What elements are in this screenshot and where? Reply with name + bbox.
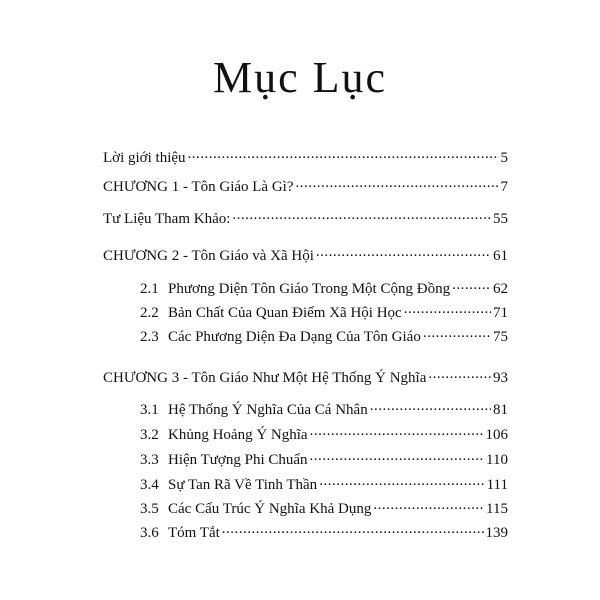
toc-entry-page: 93 xyxy=(493,370,508,386)
dot-leader xyxy=(428,368,491,382)
dot-leader xyxy=(319,475,484,489)
toc-entry-references[interactable] xyxy=(103,209,508,229)
toc-entry-label: Bản Chất Của Quan Điểm Xã Hội Học xyxy=(168,305,402,321)
dot-leader xyxy=(232,209,491,223)
toc-entry-label: CHƯƠNG 2 - Tôn Giáo và Xã Hội xyxy=(103,248,314,264)
toc-entry-page: 110 xyxy=(486,452,508,468)
toc-entry-label: Lời giới thiệu xyxy=(103,150,186,166)
toc-entry-number: 3.2 xyxy=(140,427,159,443)
dot-leader xyxy=(296,177,499,191)
toc-entry-page: 61 xyxy=(493,248,508,264)
toc-entry-number: 2.1 xyxy=(140,281,159,297)
toc-subentry-3-5[interactable] xyxy=(140,499,508,519)
dot-leader xyxy=(423,327,491,341)
toc-entry-number: 3.3 xyxy=(140,452,159,468)
toc-entry-page: 7 xyxy=(500,179,508,195)
toc-entry-chapter-3[interactable] xyxy=(103,368,508,388)
dot-leader xyxy=(310,425,484,439)
toc-entry-page: 81 xyxy=(493,402,508,418)
toc-entry-label: Hệ Thống Ý Nghĩa Của Cá Nhân xyxy=(168,402,368,418)
toc-entry-page: 106 xyxy=(485,427,508,443)
dot-leader xyxy=(316,246,491,260)
toc-entry-page: 115 xyxy=(486,501,508,517)
dot-leader xyxy=(188,148,499,162)
toc-subentry-3-1[interactable] xyxy=(140,400,508,420)
toc-entry-page: 139 xyxy=(485,525,508,541)
toc-entry-chapter-1[interactable] xyxy=(103,177,508,197)
toc-subentry-3-4[interactable] xyxy=(140,475,508,495)
toc-subentry-3-6[interactable] xyxy=(140,523,508,543)
toc-subentry-2-2[interactable] xyxy=(140,303,508,323)
toc-entry-number: 2.3 xyxy=(140,329,159,345)
toc-entry-label: Sự Tan Rã Về Tinh Thần xyxy=(168,477,318,493)
toc-entry-chapter-2[interactable] xyxy=(103,246,508,266)
toc-entry-page: 55 xyxy=(493,211,508,227)
toc-entry-number: 2.2 xyxy=(140,305,159,321)
toc-entry-label: Các Cấu Trúc Ý Nghĩa Khả Dụng xyxy=(168,501,372,517)
toc-entry-number: 3.4 xyxy=(140,477,159,493)
dot-leader xyxy=(222,523,484,537)
toc-entry-label: Các Phương Diện Đa Dạng Của Tôn Giáo xyxy=(168,329,421,345)
toc-entry-label: CHƯƠNG 3 - Tôn Giáo Như Một Hệ Thống Ý Nghĩa xyxy=(103,370,427,386)
toc-subentry-2-1[interactable] xyxy=(140,279,508,299)
toc-entry-number: 3.6 xyxy=(140,525,159,541)
toc-entry-label: CHƯƠNG 1 - Tôn Giáo Là Gì? xyxy=(103,179,294,195)
toc-entry-label: Phương Diện Tôn Giáo Trong Một Cộng Đồng xyxy=(168,281,451,297)
dot-leader xyxy=(452,279,491,293)
toc-entry-page: 5 xyxy=(500,150,508,166)
toc-entry-page: 111 xyxy=(486,477,508,493)
toc-entry-label: Khủng Hoảng Ý Nghĩa xyxy=(168,427,308,443)
dot-leader xyxy=(310,450,485,464)
toc-entry-page: 62 xyxy=(493,281,508,297)
toc-entry-label: Tóm Tắt xyxy=(168,525,220,541)
toc-entry-label: Tư Liệu Tham Khảo: xyxy=(103,211,231,227)
toc-entry-page: 75 xyxy=(493,329,508,345)
toc-entry-page: 71 xyxy=(493,305,508,321)
dot-leader xyxy=(370,400,491,414)
dot-leader xyxy=(404,303,491,317)
dot-leader xyxy=(373,499,484,513)
toc-entry-number: 3.1 xyxy=(140,402,159,418)
toc-entry-label: Hiện Tượng Phi Chuẩn xyxy=(168,452,308,468)
page-title: Mục Lục xyxy=(212,53,388,102)
toc-entry-intro[interactable] xyxy=(103,148,508,168)
toc-subentry-2-3[interactable] xyxy=(140,327,508,347)
toc-entry-number: 3.5 xyxy=(140,501,159,517)
toc-subentry-3-3[interactable] xyxy=(140,450,508,470)
toc-subentry-3-2[interactable] xyxy=(140,425,508,445)
